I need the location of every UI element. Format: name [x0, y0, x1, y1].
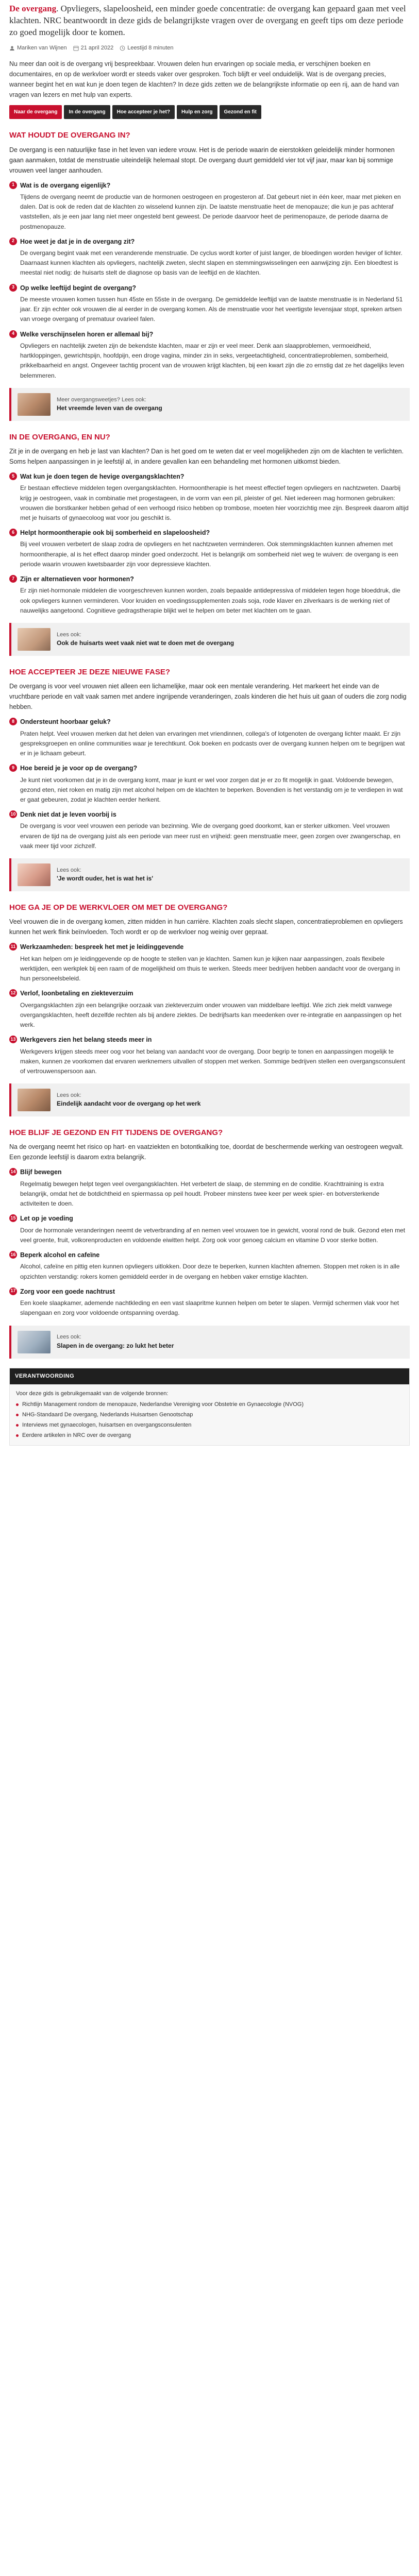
question-number: 3 — [9, 284, 17, 292]
question-text: Tijdens de overgang neemt de productie van de hormonen oestrogeen en progesteron af. Dat gebeurt niet in één keer, maar met pieken en dalen. Dat is ook de reden dat de klachten zo wisselend kunnen zijn. De laatste menstruatie heet de menopauze; die kun je pas achteraf vaststellen, als je een jaar lang niet meer ongesteld bent geweest. De periode daarvoor heet de perimenopauze, de periode daarna de postmenopauze. — [20, 193, 401, 230]
question-heading — [9, 1167, 410, 1177]
question-text: Bij veel vrouwen verbetert de slaap zodra de opvliegers en het nachtzweten verminderen. Ook stemmingsklachten kunnen afnemen met hormoontherapie, al is het effect daarop minder goed onderzocht. Het is belangrijk om somberheid niet weg te wuiven: de overgang is een periode waarin vrouwen kwetsbaarder zijn voor depressieve klachten. — [20, 540, 398, 568]
teaser-title: Slapen in de overgang: zo lukt het beter — [57, 1342, 174, 1349]
user-icon — [9, 45, 15, 51]
teaser-text — [57, 1333, 174, 1350]
question-number: 5 — [9, 472, 17, 480]
question-body — [20, 1179, 410, 1209]
lead-text: . Opvliegers, slapeloosheid, een minder goede concentratie: de overgang kan gepaard gaan met veel klachten. NRC beantwoordt in deze gids de belangrijkste vragen over de overgang en geeft tips om deze periode zo goed mogelijk door te komen. — [9, 4, 406, 37]
section-intro: De overgang is voor veel vrouwen niet alleen een lichamelijke, maar ook een mentale verandering. Het markeert het einde van de vruchtbare periode en valt vaak samen met andere ingrijpende veranderingen, zoals kinderen die het huis uit gaan of ouders die zorg nodig hebben. — [9, 683, 407, 711]
section-intro: Veel vrouwen die in de overgang komen, zitten midden in hun carrière. Klachten zoals slecht slapen, concentratieproblemen en opvliegers kunnen het werk flink beïnvloeden. Toch wordt er op de werkvloer nog weinig over gepraat. — [9, 918, 403, 936]
section-heading: HOE GA JE OP DE WERKVLOER OM MET DE OVERGANG? — [9, 903, 228, 912]
author-name: Mariken van Wijnen — [17, 44, 67, 51]
question-title: Verlof, loonbetaling en ziekteverzuim — [20, 990, 133, 997]
section-intro: Zit je in de overgang en heb je last van klachten? Dan is het goed om te weten dat er veel mogelijkheden zijn om de klachten te verlichten. Soms helpen aanpassingen in je leefstijl al, in andere gevallen kan een behandeling met hormonen uitkomst bieden. — [9, 447, 404, 465]
question-body — [20, 341, 410, 381]
publish-date — [73, 44, 114, 53]
tag-in-de-overgang[interactable]: In de overgang — [64, 105, 110, 120]
question-body — [20, 295, 410, 325]
source-item: Richtlijn Management rondom de menopauze, Nederlandse Vereniging voor Obstetrie en Gynaecologie (NVOG) — [16, 1400, 403, 1409]
question-title: Denk niet dat je leven voorbij is — [20, 811, 116, 819]
question-text: Een koele slaapkamer, ademende nachtkleding en een vast slaapritme kunnen helpen om beter te slapen. Vermijd schermen vlak voor het slapengaan en zorg voor voldoende ontspanning overdag. — [20, 1299, 399, 1317]
source-item: Eerdere artikelen in NRC over de overgang — [16, 1431, 403, 1440]
related-article-teaser[interactable] — [9, 1083, 410, 1116]
question-body — [20, 1047, 410, 1077]
teaser-title: Ook de huisarts weet vaak niet wat te doen met de overgang — [57, 639, 234, 647]
date-text: 21 april 2022 — [80, 44, 114, 51]
teaser-thumbnail — [18, 863, 51, 886]
question-body — [20, 1298, 410, 1318]
related-article-teaser[interactable] — [9, 623, 410, 656]
question-number: 8 — [9, 718, 17, 725]
question-title: Blijf bewegen — [20, 1168, 62, 1176]
question-body — [20, 1262, 410, 1281]
section-intro: Na de overgang neemt het risico op hart- en vaatziekten en botontkalking toe, doordat de beschermende werking van oestrogeen wegvalt. Een gezonde leefstijl is daarom extra belangrijk. — [9, 1143, 404, 1161]
question-text: Werkgevers krijgen steeds meer oog voor het belang van aandacht voor de overgang. Door begrip te tonen en aanpassingen mogelijk te maken, kunnen ze voorkomen dat ervaren werknemers uitvallen of stoppen met werken. Sommige bedrijven stellen een overgangsconsulent of vertrouwenspersoon aan. — [20, 1047, 406, 1075]
sources-box — [9, 1368, 410, 1446]
question-body — [20, 539, 410, 569]
question-title: Hoe weet je dat je in de overgang zit? — [20, 238, 135, 245]
question-text: De overgang is voor veel vrouwen een periode van bezinning. Wie de overgang goed doorkomt, kan er sterker uitkomen. Veel vrouwen ervaren de tijd na de overgang juist als een periode van meer rust en vrijheid: geen menstruatie meer, geen zorgen over zwangerschap, en vaak meer tijd voor zichzelf. — [20, 822, 400, 850]
question-text: Opvliegers en nachtelijk zweten zijn de bekendste klachten, maar er zijn er veel meer. Denk aan slaapproblemen, vermoeidheid, hartkloppingen, gewrichtspijn, hoofdpijn, een droge vagina, minder zin in seks, vergeetachtigheid, concentratieproblemen, somberheid, prikkelbaarheid en angst. Ongeveer tachtig procent van de vrouwen krijgt klachten, bij een kwart zijn die zo ernstig dat ze het dagelijks leven belemmeren. — [20, 342, 405, 379]
question-text: Je kunt niet voorkomen dat je in de overgang komt, maar je kunt er wel voor zorgen dat je er zo fit mogelijk in gaat. Voldoende bewegen, gezond eten, niet roken en matig zijn met alcohol helpen om de klachten te beperken. Bovendien is het verstandig om je te verdiepen in wat er gaat gebeuren, zodat je klachten eerder herkent. — [20, 776, 403, 803]
question-text: Overgangsklachten zijn een belangrijke oorzaak van ziekteverzuim onder vrouwen van middelbare leeftijd. Wie zich ziek meldt vanwege overgangsklachten, heeft dezelfde rechten als bij andere ziektes. De bedrijfsarts kan meedenken over re-integratie en aanpassingen op het werk. — [20, 1001, 401, 1028]
question-number: 14 — [9, 1168, 17, 1176]
teaser-thumbnail — [18, 628, 51, 651]
article-page — [0, 3, 419, 1456]
question-heading — [9, 942, 410, 952]
article-intro: Nu meer dan ooit is de overgang vrij bespreekbaar. Vrouwen delen hun ervaringen op sociale media, er verschijnen boeken en documentaires, en op de werkvloer wordt er steeds vaker over gesproken. Toch blijft er veel onduidelijk. Wat is de overgang precies, wanneer begint het en wat kun je doen tegen de klachten? In deze gids zetten we de belangrijkste informatie op een rij, aan de hand van vragen van lezers en met hulp van experts. — [9, 60, 399, 98]
question-number: 10 — [9, 810, 17, 818]
question-number: 4 — [9, 330, 17, 338]
teaser-text — [57, 631, 234, 648]
question-heading — [9, 764, 410, 773]
question-title: Let op je voeding — [20, 1215, 73, 1223]
question-body — [20, 1226, 410, 1245]
section-heading: WAT HOUDT DE OVERGANG IN? — [9, 131, 130, 140]
teaser-thumbnail — [18, 1331, 51, 1353]
question-text: Er zijn niet-hormonale middelen die voorgeschreven kunnen worden, zoals bepaalde antidepressiva of middelen tegen hoge bloeddruk, die ook opvliegers kunnen verminderen. Voor kruiden en voedingssupplementen zoals soja, rode klaver en zilverkaars is de werking niet of nauwelijks aangetoond. Cognitieve gedragstherapie blijkt wel te helpen om beter met klachten om te gaan. — [20, 587, 400, 614]
question-heading — [9, 717, 410, 727]
read-time — [120, 44, 173, 53]
question-heading — [9, 237, 410, 247]
question-text: De overgang begint vaak met een veranderende menstruatie. De cyclus wordt korter of juist langer, de bloedingen worden heviger of lichter. Daarnaast kunnen klachten als opvliegers, nachtelijk zweten, slecht slapen en stemmingswisselingen een aanwijzing zijn. Een bloedtest is meestal niet nodig: de huisarts stelt de diagnose op basis van de leeftijd en de klachten. — [20, 249, 403, 277]
question-text: Het kan helpen om je leidinggevende op de hoogte te stellen van je klachten. Samen kun je kijken naar aanpassingen, zoals flexibele werktijden, een werkplek bij een raam of de mogelijkheid om thuis te werken. Steeds meer bedrijven hebben aandacht voor de overgang in hun personeelsbeleid. — [20, 955, 400, 982]
question-number: 1 — [9, 181, 17, 189]
question-number: 12 — [9, 989, 17, 997]
question-heading — [9, 1287, 410, 1297]
teaser-text — [57, 1092, 200, 1108]
calendar-icon — [73, 45, 79, 51]
question-heading — [9, 1214, 410, 1224]
question-heading — [9, 528, 410, 538]
question-title: Zijn er alternatieven voor hormonen? — [20, 575, 134, 583]
question-text: Er bestaan effectieve middelen tegen overgangsklachten. Hormoontherapie is het meest effectief tegen opvliegers en nachtzweten. Daarbij krijg je oestrogeen, vaak in combinatie met progestageen, in de vorm van een pil, pleister of gel. Niet iedereen mag hormonen gebruiken: vrouwen die borstkanker hebben gehad of een verhoogd risico hebben op trombose, moeten hier voorzichtig mee zijn. Bespreek daarom altijd met je huisarts of gynaecoloog wat voor jou geschikt is. — [20, 484, 409, 521]
question-number: 9 — [9, 764, 17, 772]
tag-gezond-en-fit[interactable]: Gezond en fit — [220, 105, 261, 120]
question-number: 7 — [9, 575, 17, 583]
question-heading — [9, 989, 410, 998]
question-title: Helpt hormoontherapie ook bij somberheid en slapeloosheid? — [20, 529, 210, 537]
question-heading — [9, 330, 410, 340]
teaser-thumbnail — [18, 393, 51, 416]
lead-highlight: De overgang — [9, 4, 57, 13]
teaser-title: 'Je wordt ouder, het is wat het is' — [57, 875, 154, 883]
teaser-kicker: Lees ook: — [57, 867, 81, 873]
question-text: Alcohol, cafeïne en pittig eten kunnen opvliegers uitlokken. Door deze te beperken, kunnen klachten afnemen. Stoppen met roken is in alle opzichten verstandig: rokers komen gemiddeld eerder in de overgang en hebben vaker ernstige klachten. — [20, 1263, 400, 1280]
question-title: Werkzaamheden: bespreek het met je leidinggevende — [20, 943, 184, 951]
author[interactable] — [9, 44, 67, 53]
byline — [9, 44, 410, 53]
question-number: 6 — [9, 529, 17, 536]
teaser-title: Eindelijk aandacht voor de overgang op het werk — [57, 1100, 201, 1108]
teaser-text — [57, 867, 153, 883]
question-heading — [9, 574, 410, 584]
source-item: NHG-Standaard De overgang, Nederlands Huisartsen Genootschap — [16, 1411, 403, 1419]
section-heading: HOE ACCEPTEER JE DEZE NIEUWE FASE? — [9, 667, 170, 676]
related-article-teaser[interactable] — [9, 388, 410, 421]
question-heading — [9, 1250, 410, 1260]
question-body — [20, 483, 410, 523]
question-body — [20, 1001, 410, 1030]
question-heading — [9, 472, 410, 482]
read-time-text: Leestijd 8 minuten — [127, 44, 174, 51]
question-number: 2 — [9, 238, 17, 245]
source-item: Interviews met gynaecologen, huisartsen en overgangsconsulenten — [16, 1421, 403, 1430]
question-number: 11 — [9, 943, 17, 951]
question-title: Hoe bereid je je voor op de overgang? — [20, 765, 138, 772]
teaser-kicker: Meer overgangsweetjes? Lees ook: — [57, 396, 146, 403]
question-number: 16 — [9, 1251, 17, 1259]
question-title: Beperk alcohol en cafeïne — [20, 1251, 100, 1259]
sources-title: VERANTWOORDING — [10, 1368, 409, 1384]
section-heading: IN DE OVERGANG, EN NU? — [9, 432, 110, 442]
related-article-teaser[interactable] — [9, 1326, 410, 1359]
question-body — [20, 192, 410, 232]
question-number: 15 — [9, 1214, 17, 1222]
tag-naar-de-overgang[interactable]: Naar de overgang — [9, 105, 62, 120]
question-number: 17 — [9, 1287, 17, 1295]
sources-list — [16, 1400, 403, 1440]
question-text: Regelmatig bewegen helpt tegen veel overgangsklachten. Het verbetert de slaap, de stemming en de conditie. Krachttraining is extra belangrijk, omdat het de botdichtheid en spiermassa op peil houdt. Probeer minstens twee keer per week spier- en botversterkende activiteiten te doen. — [20, 1180, 384, 1208]
question-body — [20, 775, 410, 805]
question-title: Wat kun je doen tegen de hevige overgangsklachten? — [20, 472, 185, 480]
article-lead — [9, 3, 410, 39]
question-heading — [9, 1035, 410, 1045]
question-heading — [9, 181, 410, 191]
section-intro: De overgang is een natuurlijke fase in het leven van iedere vrouw. Het is de periode waarin de eierstokken geleidelijk minder hormonen gaan aanmaken, totdat de menstruatie uiteindelijk helemaal stopt. De overgang duurt gemiddeld vier tot vijf jaar, maar kan bij sommige vrouwen veel langer aanhouden. — [9, 146, 395, 174]
question-heading — [9, 810, 410, 820]
question-title: Welke verschijnselen horen er allemaal bij? — [20, 330, 154, 338]
teaser-thumbnail — [18, 1089, 51, 1111]
teaser-kicker: Lees ook: — [57, 1092, 81, 1099]
question-title: Wat is de overgang eigenlijk? — [20, 181, 111, 189]
teaser-title: Het vreemde leven van de overgang — [57, 404, 162, 412]
question-text: Praten helpt. Veel vrouwen merken dat het delen van ervaringen met vriendinnen, collega's of lotgenoten de overgang lichter maakt. Er zijn gespreksgroepen en online communities waar je terechtkunt. Ook boeken en podcasts over de overgang kunnen helpen om te begrijpen wat er in je lichaam gebeurt. — [20, 730, 405, 757]
teaser-text — [57, 396, 162, 413]
question-body — [20, 586, 410, 616]
question-number: 13 — [9, 1036, 17, 1043]
tag-accepteren[interactable]: Hoe accepteer je het? — [112, 105, 175, 120]
teaser-kicker: Lees ook: — [57, 1334, 81, 1341]
section-heading: HOE BLIJF JE GEZOND EN FIT TIJDENS DE OVERGANG? — [9, 1128, 223, 1138]
question-body — [20, 729, 410, 759]
question-title: Op welke leeftijd begint de overgang? — [20, 284, 137, 292]
sources-body — [10, 1384, 409, 1445]
question-text: De meeste vrouwen komen tussen hun 45ste en 55ste in de overgang. De gemiddelde leeftijd van de laatste menstruatie is in Nederland 51 jaar. Er zijn echter ook vrouwen die al eerder in de overgang komen. Als de menstruatie voor het veertigste levensjaar stopt, spreken artsen van vroege overgang of prematuur ovarieel falen. — [20, 296, 403, 323]
question-heading — [9, 283, 410, 293]
question-title: Werkgevers zien het belang steeds meer in — [20, 1036, 152, 1044]
question-text: Door de hormonale veranderingen neemt de vetverbranding af en nemen veel vrouwen toe in gewicht, vooral rond de buik. Gezond eten met veel groente, fruit, volkorenproducten en voldoende eiwitten helpt. Zorg ook voor genoeg calcium en vitamine D voor sterke botten. — [20, 1226, 406, 1244]
question-body — [20, 821, 410, 851]
question-title: Zorg voor een goede nachtrust — [20, 1287, 115, 1295]
teaser-kicker: Lees ook: — [57, 631, 81, 638]
related-article-teaser[interactable] — [9, 858, 410, 891]
question-body — [20, 248, 410, 278]
question-title: Ondersteunt hoorbaar geluk? — [20, 718, 111, 726]
tag-hulp-en-zorg[interactable]: Hulp en zorg — [177, 105, 217, 120]
section-tags — [9, 105, 410, 120]
question-body — [20, 954, 410, 984]
sources-intro: Voor deze gids is gebruikgemaakt van de volgende bronnen: — [16, 1390, 169, 1397]
clock-icon — [120, 45, 125, 51]
